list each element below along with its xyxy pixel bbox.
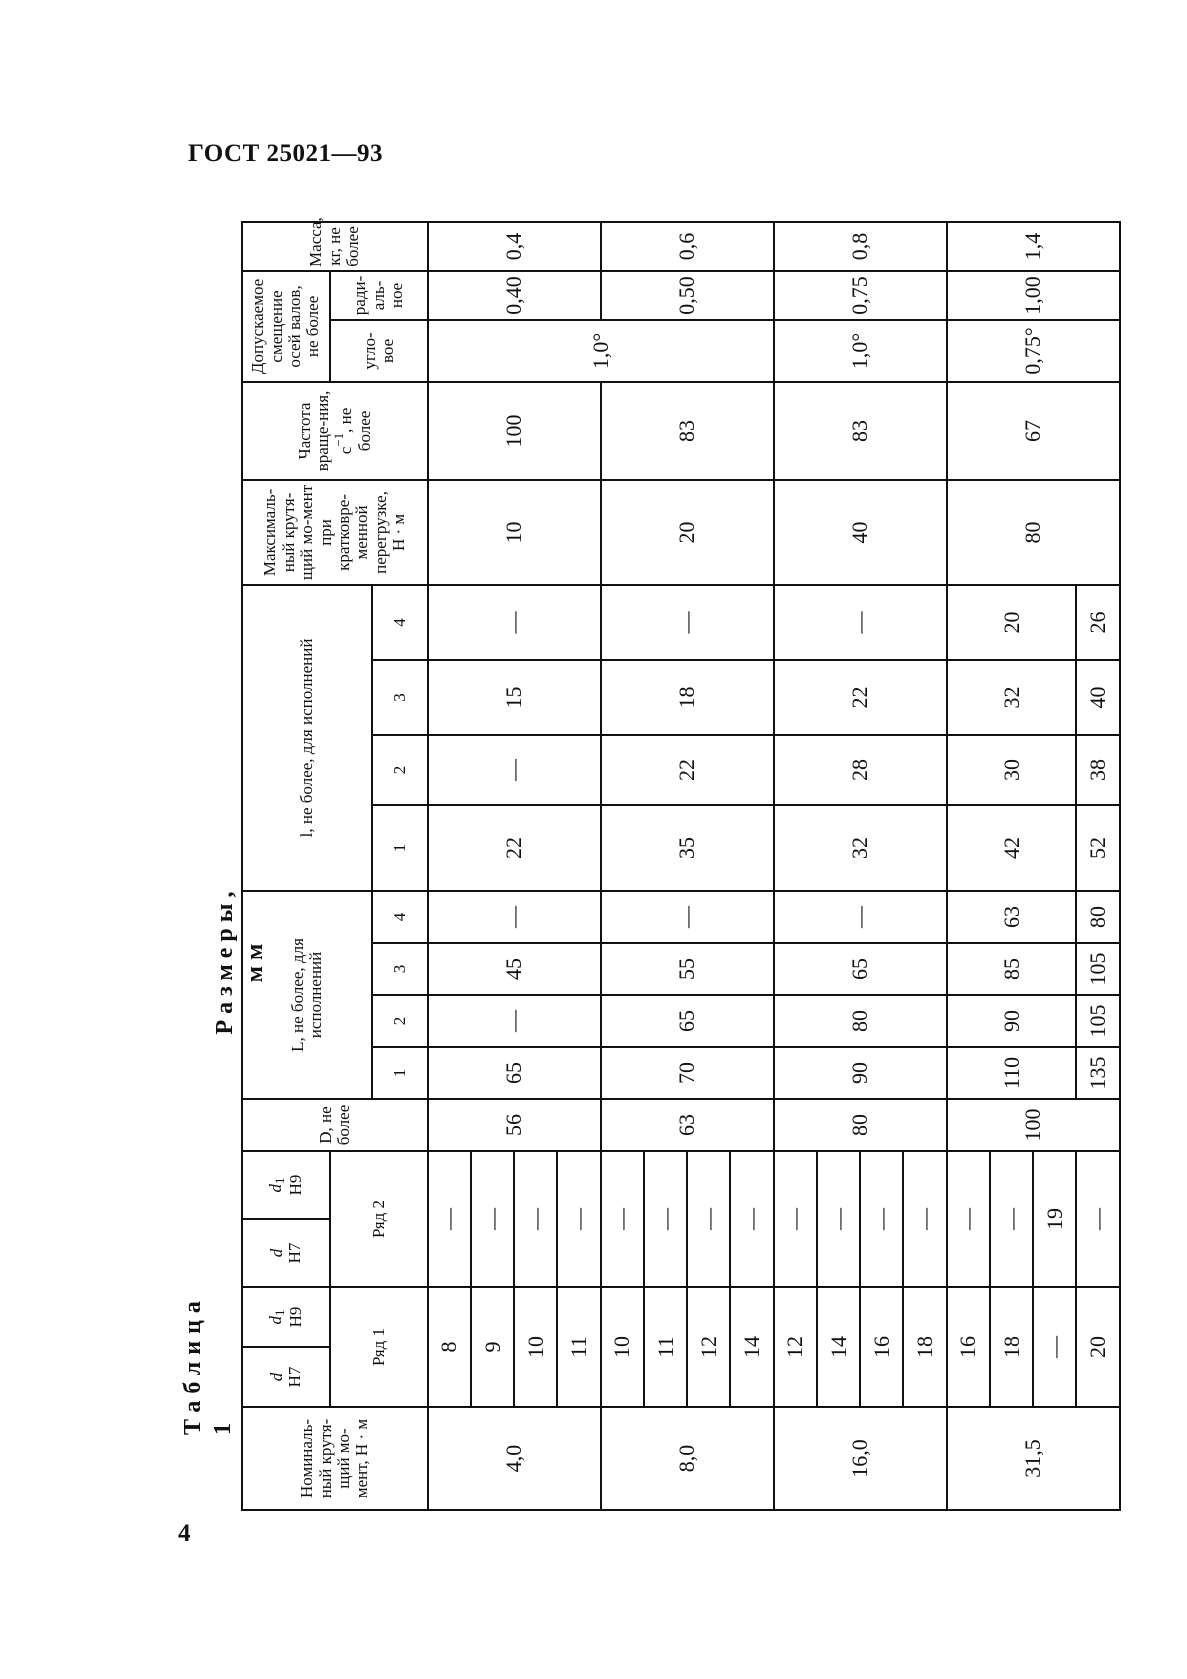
angular-cell: 0,75° [947, 320, 1120, 382]
header-d1-row2: $d_1$ H9 [242, 1151, 330, 1219]
header-row2: Ряд 2 [330, 1151, 428, 1287]
D-cell: 63 [601, 1099, 774, 1151]
row2-cell: — [471, 1151, 514, 1287]
row2-cell: — [687, 1151, 730, 1287]
l-cell: 38 [1076, 735, 1120, 805]
header-l-v1: 1 [372, 805, 427, 891]
table-rotator [241, 217, 1121, 1511]
radial-cell: 0,40 [428, 271, 601, 320]
L-cell: 90 [947, 995, 1077, 1047]
nominal-cell: 8,0 [601, 1407, 774, 1510]
header-frequency: Частота враще-ния, $с^{-1}$, не более [242, 382, 428, 480]
header-L-v4: 4 [372, 891, 427, 943]
D-cell: 80 [774, 1099, 947, 1151]
row2-cell: — [557, 1151, 600, 1287]
row2-cell: — [514, 1151, 557, 1287]
row2-cell: — [1076, 1151, 1120, 1287]
L-cell: — [428, 995, 601, 1047]
header-d-row2: d H7 [242, 1219, 330, 1287]
max-moment-cell: 40 [774, 480, 947, 585]
row2-cell: 19 [1033, 1151, 1076, 1287]
header-l: l, не более, для исполнений [242, 585, 372, 891]
max-moment-cell: 10 [428, 480, 601, 585]
row2-cell: — [428, 1151, 471, 1287]
table-row [601, 222, 644, 1510]
row2-cell: — [730, 1151, 773, 1287]
l-cell: 18 [601, 660, 774, 735]
radial-cell: 1,00 [947, 271, 1120, 320]
l-cell: 20 [947, 585, 1077, 660]
header-l-v2: 2 [372, 735, 427, 805]
mass-cell: 1,4 [947, 222, 1120, 271]
l-cell: — [428, 585, 601, 660]
coupling-spec-table [241, 217, 1121, 1511]
angular-cell: 1,0° [774, 320, 947, 382]
L-cell: 80 [1076, 891, 1120, 943]
header-angular: угло-вое [330, 320, 428, 382]
header-mass: Масса, кг, не более [242, 222, 428, 271]
header-l-v3: 3 [372, 660, 427, 735]
row1-cell: 9 [471, 1287, 514, 1407]
document-title: ГОСТ 25021—93 [188, 140, 384, 167]
table-row [774, 222, 817, 1510]
frequency-cell: 83 [601, 382, 774, 480]
row2-cell: — [817, 1151, 860, 1287]
row1-cell: 12 [774, 1287, 817, 1407]
L-cell: 110 [947, 1047, 1077, 1099]
D-cell: 100 [947, 1099, 1120, 1151]
table-row [428, 222, 471, 1510]
frequency-cell: 100 [428, 382, 601, 480]
frequency-cell: 67 [947, 382, 1120, 480]
row2-cell: — [860, 1151, 903, 1287]
table-row [947, 222, 990, 1510]
row1-cell: 18 [990, 1287, 1033, 1407]
l-cell: 30 [947, 735, 1077, 805]
radial-cell: 0,50 [601, 271, 774, 320]
l-cell: 28 [774, 735, 947, 805]
radial-cell: 0,75 [774, 271, 947, 320]
l-cell: — [428, 735, 601, 805]
header-L: L, не более, для исполнений [242, 891, 372, 1099]
row1-cell: 11 [557, 1287, 600, 1407]
L-cell: — [774, 891, 947, 943]
header-L-v1: 1 [372, 1047, 427, 1099]
header-row-1 [242, 222, 330, 1510]
row1-cell: 14 [817, 1287, 860, 1407]
row2-cell: — [947, 1151, 990, 1287]
angular-shared-cell: 1,0° [428, 320, 774, 382]
l-cell: 32 [947, 660, 1077, 735]
header-row1: Ряд 1 [330, 1287, 428, 1407]
l-cell: 15 [428, 660, 601, 735]
header-max-moment: Максималь-ный крутя-щий мо-мент при кратковре-менной перегрузке, Н · м [242, 480, 428, 585]
l-cell: 22 [428, 805, 601, 891]
row1-cell: 10 [514, 1287, 557, 1407]
mass-cell: 0,6 [601, 222, 774, 271]
l-cell: 26 [1076, 585, 1120, 660]
mass-cell: 0,4 [428, 222, 601, 271]
nominal-cell: 31,5 [947, 1407, 1120, 1510]
row1-cell: 14 [730, 1287, 773, 1407]
header-d-row1: d H7 [242, 1347, 330, 1407]
L-cell: 105 [1076, 995, 1120, 1047]
sizes-label: Размеры, мм [212, 885, 268, 1035]
mass-cell: 0,8 [774, 222, 947, 271]
L-cell: — [601, 891, 774, 943]
L-cell: 65 [601, 995, 774, 1047]
l-cell: 22 [774, 660, 947, 735]
header-D: D, не более [242, 1099, 428, 1151]
row2-cell: — [774, 1151, 817, 1287]
frequency-cell: 83 [774, 382, 947, 480]
L-cell: 105 [1076, 943, 1120, 995]
row1-cell: 16 [860, 1287, 903, 1407]
header-offset: Допускаемое смещение осей валов, не более [242, 271, 330, 382]
L-cell: — [428, 891, 601, 943]
nominal-cell: 16,0 [774, 1407, 947, 1510]
L-cell: 63 [947, 891, 1077, 943]
row1-cell: 18 [903, 1287, 946, 1407]
table-label: Таблица 1 [180, 1294, 236, 1435]
header-radial: ради-аль-ное [330, 271, 428, 320]
L-cell: 55 [601, 943, 774, 995]
row2-cell: — [990, 1151, 1033, 1287]
header-nominal: Номиналь-ный крутя-щий мо-мент, Н · м [242, 1407, 428, 1510]
l-cell: 32 [774, 805, 947, 891]
header-l-v4: 4 [372, 585, 427, 660]
page-number: 4 [178, 1520, 191, 1547]
header-d1-row1: $d_1$ H9 [242, 1287, 330, 1347]
header-L-v2: 2 [372, 995, 427, 1047]
L-cell: 80 [774, 995, 947, 1047]
row2-cell: — [903, 1151, 946, 1287]
row1-cell: 8 [428, 1287, 471, 1407]
L-cell: 135 [1076, 1047, 1120, 1099]
row1-cell: 12 [687, 1287, 730, 1407]
row1-cell: 11 [644, 1287, 687, 1407]
l-cell: — [601, 585, 774, 660]
L-cell: 65 [774, 943, 947, 995]
l-cell: 52 [1076, 805, 1120, 891]
row1-cell: 16 [947, 1287, 990, 1407]
L-cell: 45 [428, 943, 601, 995]
row1-cell: — [1033, 1287, 1076, 1407]
nominal-cell: 4,0 [428, 1407, 601, 1510]
l-cell: — [774, 585, 947, 660]
L-cell: 85 [947, 943, 1077, 995]
row2-cell: — [644, 1151, 687, 1287]
L-cell: 90 [774, 1047, 947, 1099]
l-cell: 22 [601, 735, 774, 805]
L-cell: 70 [601, 1047, 774, 1099]
row1-cell: 20 [1076, 1287, 1120, 1407]
header-L-v3: 3 [372, 943, 427, 995]
D-cell: 56 [428, 1099, 601, 1151]
max-moment-cell: 20 [601, 480, 774, 585]
row1-cell: 10 [601, 1287, 644, 1407]
l-cell: 42 [947, 805, 1077, 891]
l-cell: 35 [601, 805, 774, 891]
l-cell: 40 [1076, 660, 1120, 735]
L-cell: 65 [428, 1047, 601, 1099]
max-moment-cell: 80 [947, 480, 1120, 585]
row2-cell: — [601, 1151, 644, 1287]
